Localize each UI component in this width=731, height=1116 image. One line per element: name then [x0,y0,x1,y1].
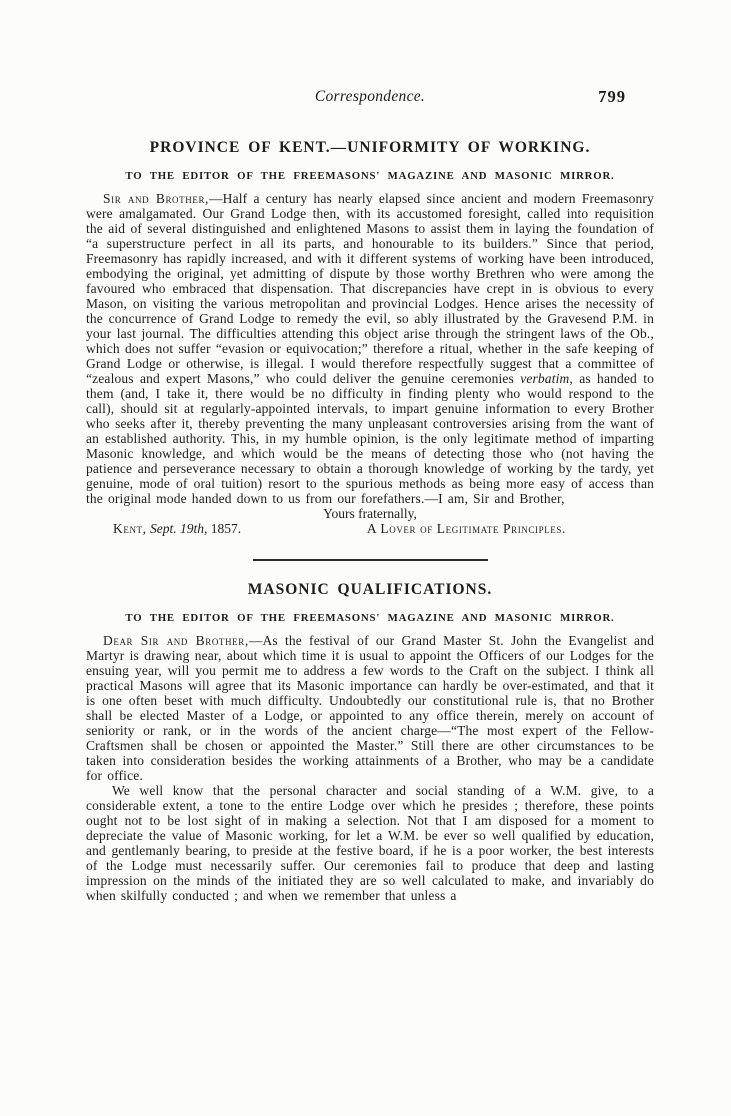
dateline [113,521,241,537]
article-title: PROVINCE OF KENT.—UNIFORMITY OF WORKING. [149,139,591,156]
valediction: Yours fraternally, [323,506,417,521]
page-number: 799 [598,87,626,106]
running-title: Correspondence. [314,88,426,105]
letter-body [86,191,654,506]
body-text: —Half a century has nearly elapsed since ancient and modern Freemasonry were amalgamated. Our Grand Lodge then, with its accustomed foresight, called into requisition the aid of several distinguished and enlightened Masons to assist them in laying the foundation of “a superstructure perfect in all its parts, and honourable to its builders.” Since that period, Freemasonry has rapidly increased, and with it different systems of working have been introduced, embodying the original, yet admitting of dispute by those worthy Brethren who were among the favoured who embraced that dispensation. That discrepancies have crept in is obvious to every Mason, on visiting the various metropolitan and provincial Lodges. Hence arises the necessity of the concurrence of Grand Lodge to remedy the evil, so ably illustrated by the Gravesend P.M. in your last journal. The difficulties attending this object arise through the stringent laws of the Ob., which does not suffer “evasion or equivocation;” therefore a ritual, whether in the safe keeping of Grand Lodge or otherwise, is illegal. I would therefore respectfully suggest that a committee of “zealous and expert Masons,” who could deliver the genuine ceremonies [86,191,654,386]
letter-body-paragraph-1 [86,633,654,783]
salutation: Sir and Brother, [103,191,210,206]
text-column [86,88,654,903]
letter-body-paragraph-2: We well know that the personal character and social standing of a W.M. give, to a considerable extent, a tone to the entire Lodge over which he presides ; therefore, these points ought not to be lost sight of in making a selection. Not that I am disposed for a moment to depreciate the value of Masonic working, for let a W.M. be ever so well qualified by education, and gentlemanly bearing, to preside at the festive board, if he is a poor worker, the best interests of the Lodge must necessarily suffer. Our ceremonies fail to produce that deep and lasting impression on the minds of the initiated they are so well calculated to make, and invariably do when skilfully conducted ; and when we remember that unless a [86,783,654,903]
article-province-of-kent [86,139,654,537]
article-title: MASONIC QUALIFICATIONS. [247,581,493,598]
section-divider [253,559,488,561]
signature-name: A Lover of Legitimate Principles. [366,521,566,536]
body-text: —As the festival of our Grand Master St. John the Evangelist and Martyr is drawing near, about which time it is usual to appoint the Officers of our Lodges for the ensuing year, will you permit me to address a few words to the Craft on the subject. I think all practical Masons will agree that its Masonic importance can hardly be over-estimated, and that it is one often beset with much difficulty. Undoubtedly our constitutional rule is, that no Brother shall be elected Master of a Lodge, or appointed to any office therein, merely on account of seniority or rank, or in the words of the ancient charge—“The most expert of the Fellow-Craftsmen shall be chosen or appointed the Master.” Still there are other circumstances to be taken into consideration besides the working attainments of a Brother, who may be a candidate for office. [86,633,654,783]
editor-address-line: TO THE EDITOR OF THE FREEMASONS' MAGAZINE AND MASONIC MIRROR. [125,612,615,624]
italic-word-verbatim: verbatim [520,371,570,386]
editor-address-line: TO THE EDITOR OF THE FREEMASONS' MAGAZINE AND MASONIC MIRROR. [125,170,615,182]
signature-row [86,521,654,537]
salutation: Dear Sir and Brother, [103,633,249,648]
running-head [86,88,654,106]
place: Kent, [113,521,147,536]
body-text: , as handed to them (and, I take it, there would be no difficulty in finding plenty who would respond to the call), should sit at regularly-appointed intervals, to impart genuine information to every Brother who seeks after it, thereby preventing the many unpleasant controversies arising from the want of an established authority. This, in my humble opinion, is the only legitimate method of imparting Masonic knowledge, and which would be the means of detecting those who (not having the patience and perseverance necessary to obtain a thorough knowledge of working by the tardy, yet genuine, mode of oral tuition) resort to the spurious methods as being more easy of access than the original mode handed down to us from our forefathers.—I am, Sir and Brother, [86,371,654,506]
date: Sept. 19th, [150,521,208,536]
article-masonic-qualifications [86,581,654,903]
year: 1857. [210,521,242,536]
